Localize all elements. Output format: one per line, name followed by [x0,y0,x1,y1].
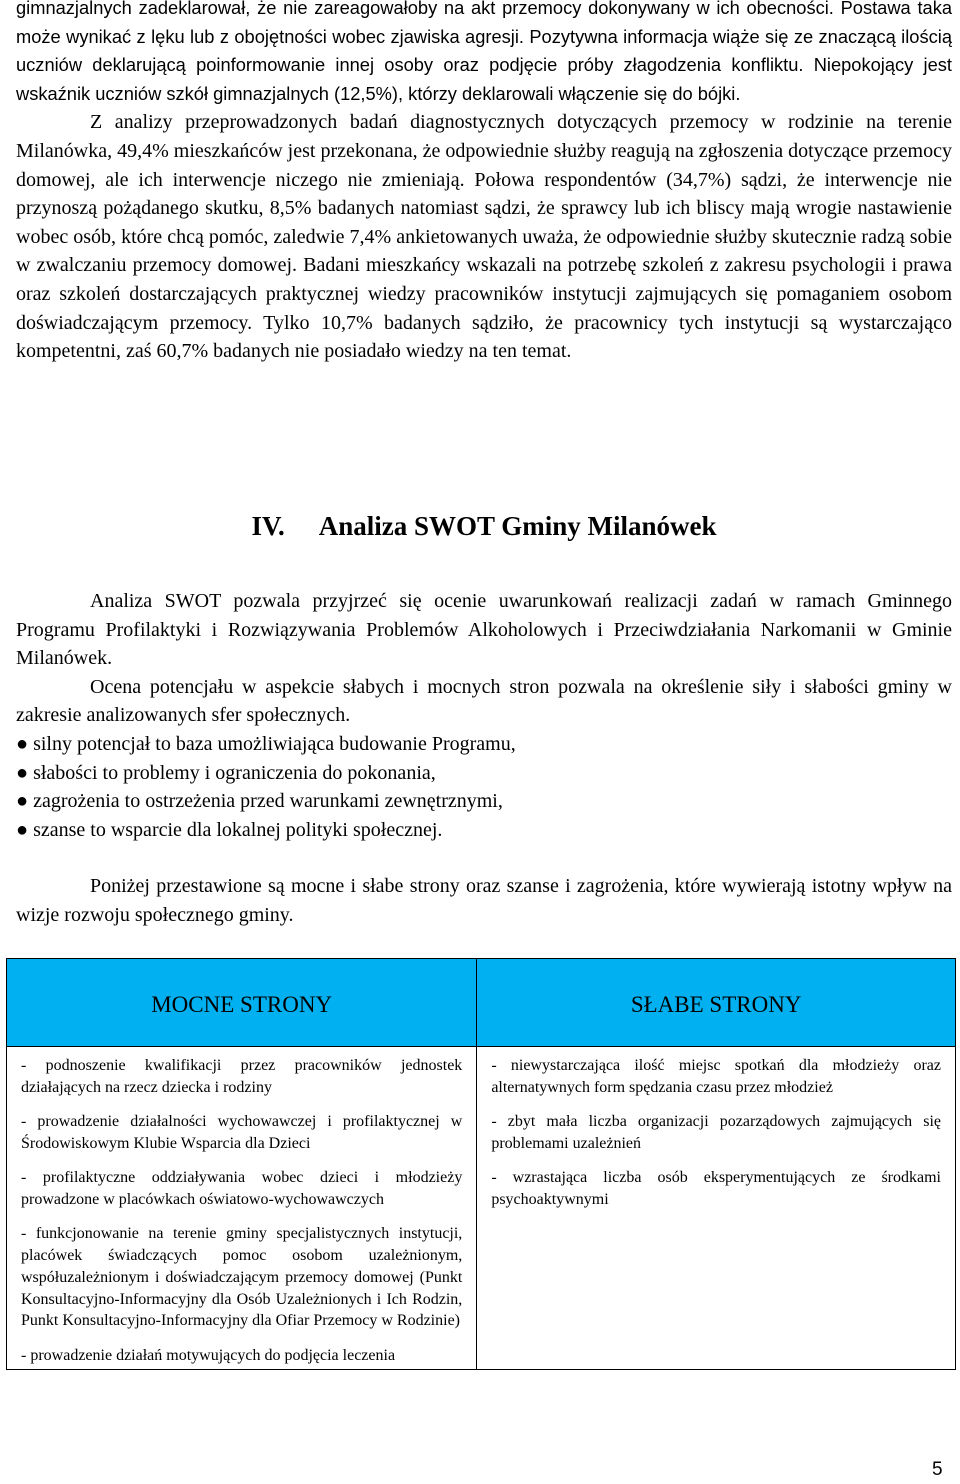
strengths-header [7,959,477,1047]
bullet-strength: ● silny potencjał to baza umożliwiająca budowanie Programu, [16,732,516,755]
section-number: IV. [251,511,285,541]
bullet-weakness: ● słabości to problemy i ograniczenia do pokonania, [16,761,436,784]
page-number: 5 [932,1459,943,1480]
intro-section [16,0,952,366]
intro-paragraph [16,0,952,108]
weakness-item: - niewystarczająca ilość miejsc spotkań dla młodzieży oraz alternatywnych form spędzania czasu przez młodzież [491,1057,941,1096]
swot-lead-section [16,872,952,929]
strengths-cell [7,1047,477,1370]
swot-header-row [7,959,956,1047]
section-title: Analiza SWOT Gminy Milanówek [318,511,717,541]
strengths-title: MOCNE STRONY [151,992,333,1017]
weaknesses-header [477,959,956,1047]
bullet-opportunity: ● szanse to wsparcie dla lokalnej polityki społecznej. [16,818,443,841]
swot-content-row [7,1047,956,1370]
intro-text-sans-2: Niepokojący jest wskaźnik uczniów szkół gimnazjalnych (12,5%), którzy deklarowali włączenie się do bójki. [16,54,952,104]
strength-item: - podnoszenie kwalifikacji przez pracowników jednostek działających na rzecz dziecka i rodziny [21,1057,463,1096]
violence-study-paragraph: Z analizy przeprowadzonych badań diagnostycznych dotyczących przemocy w rodzinie na terenie Milanówka, 49,4% mieszkańców jest przekonana, że odpowiednie służby reagują na zgłoszenia dotyczące przemocy domowej, ale ich interwencje niczego nie zmieniają. Połowa respondentów (34,7%) sądzi, że interwencje nie przynoszą pożądanego skutku, 8,5% badanych natomiast sądzi, że sprawcy lub ich bliscy mają wrogie nastawienie wobec osób, które chcą pomóc, zaledwie 7,4% ankietowanych uważa, że odpowiednie służby skutecznie radzą sobie w zwalczaniu przemocy domowej. Badani mieszkańcy wskazali na potrzebę szkoleń z zakresu psychologii i prawa oraz szkoleń dostarczających praktycznej wiedzy pracowników instytucji zajmujących się pomaganiem osobom doświadczającym przemocy. Tylko 10,7% badanych sądziło, że pracownicy tych instytucji są wystarczająco kompetentni, zaś 60,7% badanych nie posiadało wiedzy na ten temat. [16,111,952,363]
strength-item: - funkcjonowanie na terenie gminy specjalistycznych instytucji, placówek świadczących pomoc osobom uzależnionym, współuzależnionym i doświadczającym przemocy domowej (Punkt Konsultacyjno-Informacyjny dla Osób Uzależnionych i Ich Rodzin, Punkt Konsultacyjno-Informacyjny dla Ofiar Przemocy w Rodzinie) [21,1225,463,1330]
section-heading [16,508,952,544]
swot-table [6,958,956,1370]
swot-intro-paragraph-2: Ocena potencjału w aspekcie słabych i mocnych stron pozwala na określenie siły i słabości gminy w zakresie analizowanych sfer społecznych. [16,675,952,727]
strength-item: - profilaktyczne oddziaływania wobec dzieci i młodzieży prowadzone w placówkach oświatowo-wychowawczych [21,1169,463,1208]
weakness-item: - wzrastająca liczba osób eksperymentujących ze środkami psychoaktywnymi [491,1169,941,1208]
intro-text-sans: gimnazjalnych zadeklarował, że nie zareagowałoby na akt przemocy dokonywany w ich obecności. Postawa taka może wynikać z lęku lub z obojętności wobec zjawiska agresji. Pozytywna informacja wiąże się ze znaczącą ilością uczniów deklarującą poinformowanie innej osoby oraz podjęcie próby złagodzenia konfliktu. [16,0,952,76]
strength-item: - prowadzenie działań motywujących do podjęcia leczenia [21,1346,396,1364]
strength-item: - prowadzenie działalności wychowawczej i profilaktycznej w Środowiskowym Klubie Wsparcia dla Dzieci [21,1113,463,1152]
swot-lead-paragraph: Poniżej przestawione są mocne i słabe strony oraz szanse i zagrożenia, które wywierają istotny wpływ na wizje rozwoju społecznego gminy. [16,875,952,926]
bullet-threat: ● zagrożenia to ostrzeżenia przed warunkami zewnętrznymi, [16,790,503,813]
weaknesses-cell [477,1047,956,1370]
weakness-item: - zbyt mała liczba organizacji pozarządowych zajmujących się problemami uzależnień [491,1113,941,1152]
swot-intro-section [16,587,952,844]
swot-intro-paragraph-1: Analiza SWOT pozwala przyjrzeć się ocenie uwarunkowań realizacji zadań w ramach Gminnego Programu Profilaktyki i Rozwiązywania Problemów Alkoholowych i Przeciwdziałania Narkomanii w Gminie Milanówek. [16,590,952,670]
weaknesses-title: SŁABE STRONY [630,992,802,1017]
